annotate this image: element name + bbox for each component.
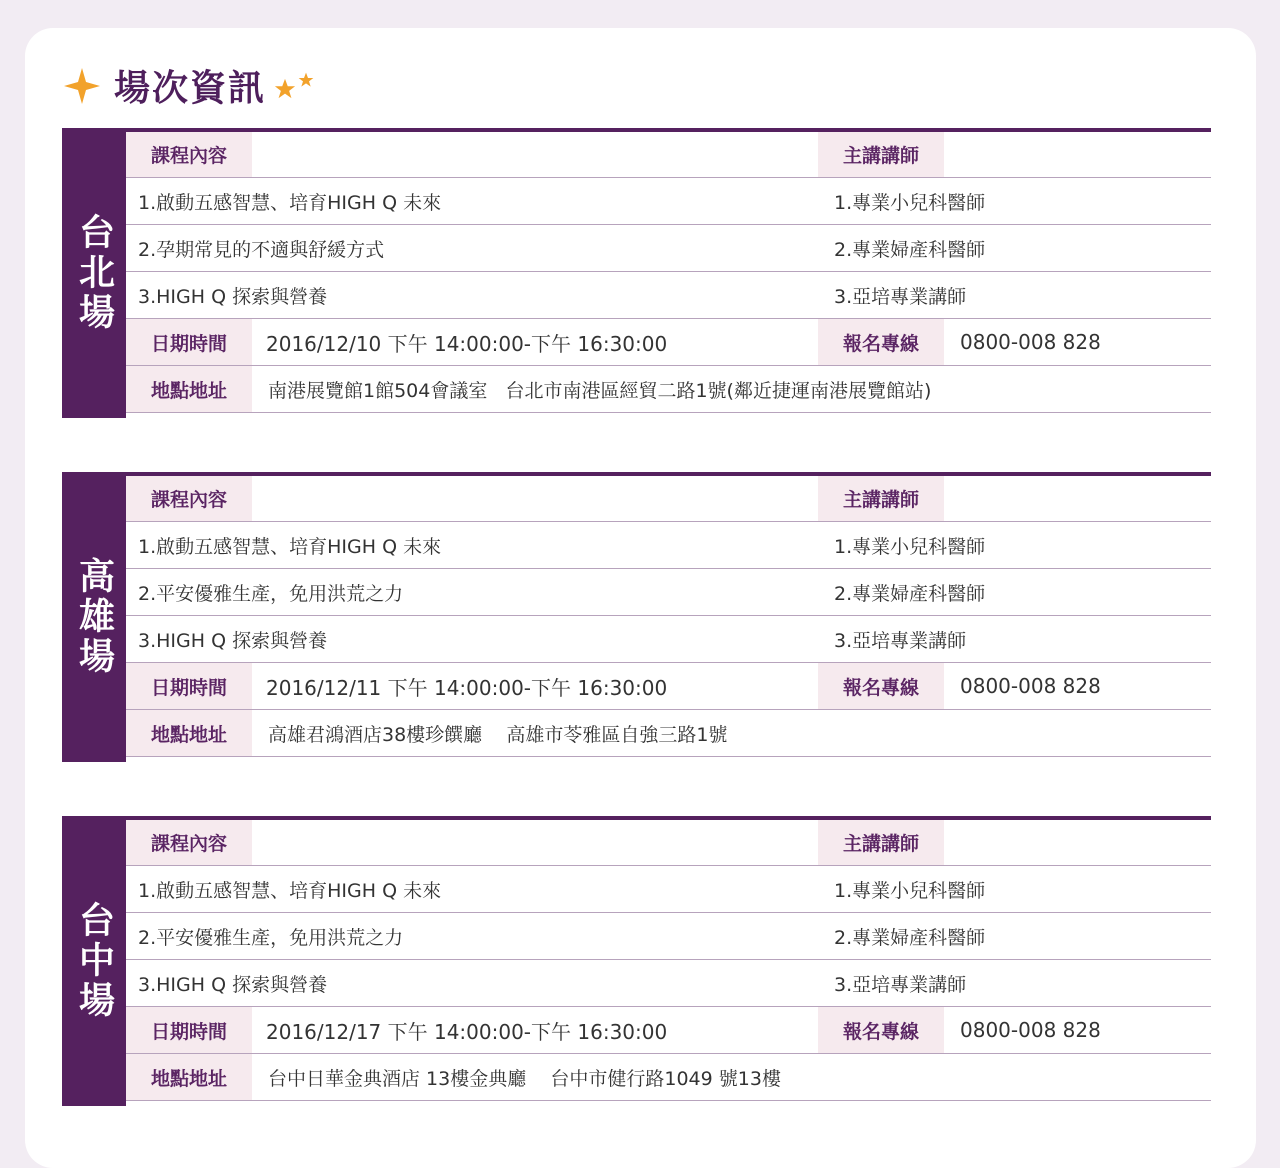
page-title: 場次資訊 [114,68,267,109]
lecturer-item: 2.專業婦產科醫師 [834,238,986,261]
table-row [126,272,1211,319]
table-row [126,1007,1211,1054]
venue-block-kaohsiung [62,472,1211,762]
venue-name: 台中場 [62,816,126,1106]
course-label: 課程內容 [126,820,252,865]
venue-block-taichung [62,816,1211,1106]
table-row [126,476,1211,522]
course-item: 1.啟動五感智慧、培育HIGH Q 未來 [138,879,442,902]
hotline-value[interactable]: 0800-008 828 [960,330,1101,354]
lecturer-item: 1.專業小兒科醫師 [834,535,986,558]
course-item: 1.啟動五感智慧、培育HIGH Q 未來 [138,191,442,214]
course-item: 3.HIGH Q 探索與營養 [138,629,328,652]
table-row [126,913,1211,960]
table-row [126,178,1211,225]
table-row [126,820,1211,866]
star-icon [274,78,296,100]
star-icon [62,66,102,106]
table-row [126,366,1211,413]
course-item: 2.平安優雅生產，免用洪荒之力 [138,926,404,949]
table-row [126,569,1211,616]
lecturer-item: 1.專業小兒科醫師 [834,191,986,214]
lecturer-item: 3.亞培專業講師 [834,285,967,308]
hotline-label: 報名專線 [818,1007,944,1053]
table-row [126,616,1211,663]
lecturer-label: 主講講師 [818,132,944,177]
table-row [126,225,1211,272]
lecturer-label: 主講講師 [818,476,944,521]
lecturer-label: 主講講師 [818,820,944,865]
datetime-label: 日期時間 [126,319,252,365]
venue-table [126,816,1211,1110]
datetime-value: 2016/12/10 下午 14:00:00-下午 16:30:00 [266,331,668,356]
venue-block-taipei [62,128,1211,418]
datetime-value: 2016/12/11 下午 14:00:00-下午 16:30:00 [266,675,668,700]
table-row [126,1054,1211,1101]
table-row [126,960,1211,1007]
hotline-label: 報名專線 [818,663,944,709]
location-label: 地點地址 [126,366,252,412]
lecturer-item: 2.專業婦產科醫師 [834,926,986,949]
course-label: 課程內容 [126,476,252,521]
table-row [126,522,1211,569]
table-row [126,663,1211,710]
lecturer-item: 3.亞培專業講師 [834,973,967,996]
table-row [126,132,1211,178]
hotline-value[interactable]: 0800-008 828 [960,674,1101,698]
star-icon [298,72,314,88]
decorative-stars [274,78,316,100]
venue-name: 台北場 [62,128,126,418]
address-value: 高雄君鴻酒店38樓珍饌廳 高雄市苓雅區自強三路1號 [268,723,728,746]
venue-table [126,472,1211,766]
lecturer-item: 1.專業小兒科醫師 [834,879,986,902]
course-item: 3.HIGH Q 探索與營養 [138,973,328,996]
venue-table [126,128,1211,422]
lecturer-item: 3.亞培專業講師 [834,629,967,652]
section-heading [62,60,316,111]
address-value: 南港展覽館1館504會議室 台北市南港區經貿二路1號(鄰近捷運南港展覽館站) [268,379,932,402]
course-item: 2.孕期常見的不適與舒緩方式 [138,238,385,261]
datetime-label: 日期時間 [126,663,252,709]
location-label: 地點地址 [126,1054,252,1100]
course-label: 課程內容 [126,132,252,177]
datetime-value: 2016/12/17 下午 14:00:00-下午 16:30:00 [266,1019,668,1044]
table-row [126,866,1211,913]
hotline-value[interactable]: 0800-008 828 [960,1018,1101,1042]
course-item: 1.啟動五感智慧、培育HIGH Q 未來 [138,535,442,558]
location-label: 地點地址 [126,710,252,756]
datetime-label: 日期時間 [126,1007,252,1053]
table-row [126,710,1211,757]
course-item: 2.平安優雅生產，免用洪荒之力 [138,582,404,605]
table-row [126,319,1211,366]
venue-name: 高雄場 [62,472,126,762]
address-value: 台中日華金典酒店 13樓金典廳 台中市健行路1049 號13樓 [268,1067,781,1090]
lecturer-item: 2.專業婦產科醫師 [834,582,986,605]
course-item: 3.HIGH Q 探索與營養 [138,285,328,308]
hotline-label: 報名專線 [818,319,944,365]
